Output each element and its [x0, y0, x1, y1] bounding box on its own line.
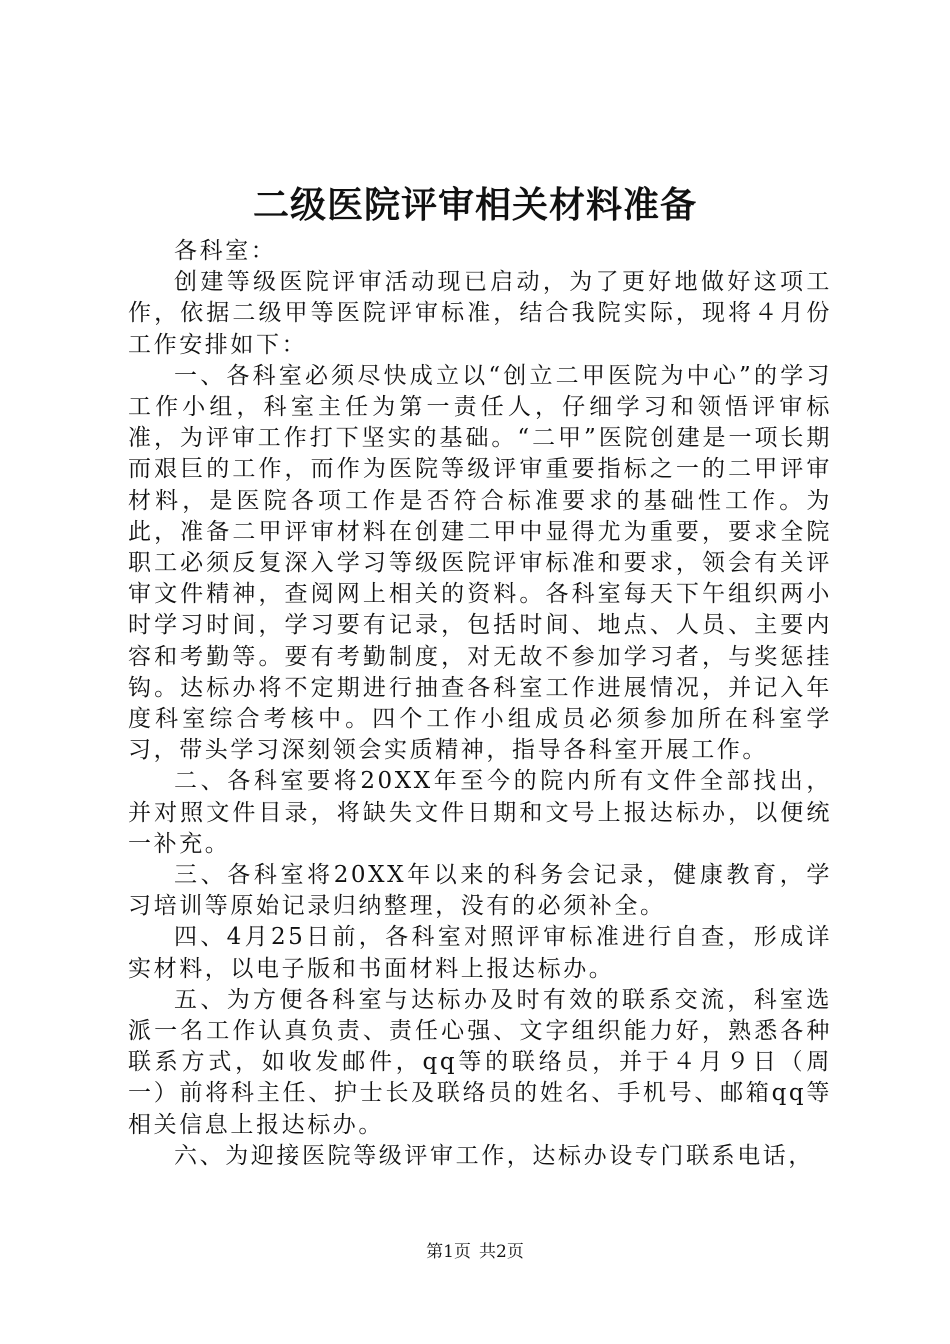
paragraph-intro: 创建等级医院评审活动现已启动，为了更好地做好这项工作，依据二级甲等医院评审标准，结合我院实际，现将４月份工作安排如下：: [128, 269, 832, 358]
page-number: 第1页: [426, 1242, 471, 1262]
page-footer: [0, 1240, 950, 1264]
paragraph-item-5: 五、为方便各科室与达标办及时有效的联系交流，科室选派一名工作认真负责、责任心强、文字组织能力好，熟悉各种联系方式，如收发邮件，qq等的联络员，并于４月９日（周一）前将科主任、护士长及联络员的姓名、手机号、邮箱qq等相关信息上报达标办。: [128, 986, 832, 1138]
paragraph-item-2: 二、各科室要将20XX年至今的院内所有文件全部找出，并对照文件目录，将缺失文件日期和文号上报达标办，以便统一补充。: [128, 768, 832, 857]
salutation: 各科室：: [174, 238, 277, 264]
document-body: [128, 236, 832, 1172]
paragraph-item-3: 三、各科室将20XX年以来的科务会记录，健康教育，学习培训等原始记录归纳整理，没有的必须补全。: [128, 862, 832, 920]
paragraph-item-1: 一、各科室必须尽快成立以“创立二甲医院为中心”的学习工作小组，科室主任为第一责任人，仔细学习和领悟评审标准，为评审工作打下坚实的基础。“二甲”医院创建是一项长期而艰巨的工作，而作为医院等级评审重要指标之一的二甲评审材料，是医院各项工作是否符合标准要求的基础性工作。为此，准备二甲评审材料在创建二甲中显得尤为重要，要求全院职工必须反复深入学习等级医院评审标准和要求，领会有关评审文件精神，查阅网上相关的资料。各科室每天下午组织两小时学习时间，学习要有记录，包括时间、地点、人员、主要内容和考勤等。要有考勤制度，对无故不参加学习者，与奖惩挂钩。达标办将不定期进行抽查各科室工作进展情况，并记入年度科室综合考核中。四个工作小组成员必须参加所在科室学习，带头学习深刻领会实质精神，指导各科室开展工作。: [128, 362, 832, 764]
document-title: 二级医院评审相关材料准备: [252, 184, 697, 226]
page-total: 共2页: [479, 1242, 524, 1262]
paragraph-item-6: 六、为迎接医院等级评审工作，达标办设专门联系电话，: [174, 1142, 814, 1169]
paragraph-item-4: 四、4月25日前，各科室对照评审标准进行自查，形成详实材料，以电子版和书面材料上报达标办。: [128, 924, 832, 982]
